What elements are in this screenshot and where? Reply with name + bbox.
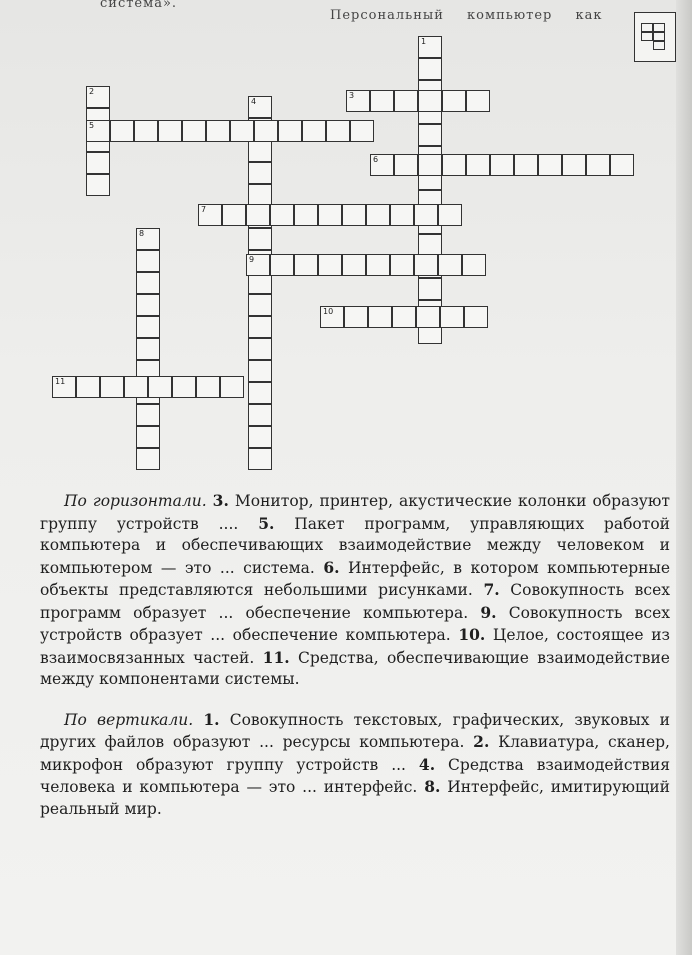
crossword-cell-vertical-4 bbox=[248, 228, 272, 250]
crossword-cell-horizontal-9 bbox=[270, 254, 294, 276]
clue-number-label: 10 bbox=[323, 307, 334, 316]
clue-number: 11. bbox=[262, 647, 290, 667]
clue-number: 1. bbox=[203, 709, 220, 729]
crossword-cell-vertical-1 bbox=[418, 278, 442, 300]
crossword-cell-horizontal-6 bbox=[586, 154, 610, 176]
clues-text bbox=[40, 490, 670, 838]
crossword-cell-horizontal-6 bbox=[490, 154, 514, 176]
crossword-cell-vertical-8 bbox=[136, 316, 160, 338]
crossword-cell-horizontal-5 bbox=[230, 120, 254, 142]
crossword-cell-vertical-4 bbox=[248, 382, 272, 404]
crossword-cell-horizontal-6 bbox=[514, 154, 538, 176]
crossword-cell-horizontal-3 bbox=[394, 90, 418, 112]
crossword-cell-horizontal-9 bbox=[462, 254, 486, 276]
crossword-cell-horizontal-6 bbox=[370, 154, 394, 176]
crossword-cell-horizontal-11 bbox=[124, 376, 148, 398]
crossword-cell-horizontal-6 bbox=[466, 154, 490, 176]
crossword-cell-vertical-4 bbox=[248, 184, 272, 206]
horizontal-heading: По горизонтали. bbox=[64, 492, 207, 510]
clue-number-label: 2 bbox=[89, 87, 95, 96]
clue-number-label: 8 bbox=[139, 229, 145, 238]
crossword-cell-horizontal-5 bbox=[302, 120, 326, 142]
crossword-cell-vertical-1 bbox=[418, 36, 442, 58]
crossword-cell-horizontal-10 bbox=[368, 306, 392, 328]
clue-number-label: 5 bbox=[89, 121, 95, 130]
clue-text: Пакет программ, управляющих работой компьютера и обеспечивающих взаимодействие между человеком и компьютером — это ... система. bbox=[40, 514, 670, 577]
crossword-cell-horizontal-10 bbox=[320, 306, 344, 328]
clue-number: 8. bbox=[424, 777, 441, 796]
crossword-cell-horizontal-9 bbox=[390, 254, 414, 276]
crossword-cell-horizontal-9 bbox=[438, 254, 462, 276]
crossword-cell-horizontal-10 bbox=[440, 306, 464, 328]
clue-number-label: 9 bbox=[249, 255, 255, 264]
crossword-cell-horizontal-9 bbox=[342, 254, 366, 276]
crossword-cell-horizontal-9 bbox=[366, 254, 390, 276]
clues-horizontal bbox=[40, 490, 670, 691]
crossword-cell-horizontal-6 bbox=[442, 154, 466, 176]
crossword-cell-vertical-4 bbox=[248, 360, 272, 382]
crossword-cell-vertical-4 bbox=[248, 294, 272, 316]
crossword-cell-horizontal-7 bbox=[342, 204, 366, 226]
crossword-cell-vertical-4 bbox=[248, 426, 272, 448]
crossword-cell-horizontal-7 bbox=[294, 204, 318, 226]
crossword-cell-horizontal-7 bbox=[246, 204, 270, 226]
crossword-cell-vertical-4 bbox=[248, 140, 272, 162]
clue-text: Совокупность всех устройств образует ... обеспечение компьютера. bbox=[40, 603, 670, 644]
crossword-cell-horizontal-5 bbox=[86, 120, 110, 142]
crossword-cell-horizontal-3 bbox=[466, 90, 490, 112]
crossword-cell-horizontal-6 bbox=[610, 154, 634, 176]
clue-text: Клавиатура, сканер, микрофон образуют группу устройств ... bbox=[40, 733, 670, 774]
clue-number: 9. bbox=[480, 602, 497, 622]
clue-text: Интерфейс, имитирующий реальный мир. bbox=[40, 778, 671, 818]
clue-text: Монитор, принтер, акустические колонки образуют группу устройств .... bbox=[40, 492, 670, 533]
clue-text: Средства, обеспечивающие взаимодействие между компонентами системы. bbox=[40, 648, 670, 688]
crossword-cell-horizontal-5 bbox=[278, 120, 302, 142]
crossword-cell-horizontal-10 bbox=[392, 306, 416, 328]
crossword-cell-vertical-2 bbox=[86, 152, 110, 174]
crossword-cell-vertical-2 bbox=[86, 174, 110, 196]
crossword-cell-vertical-8 bbox=[136, 294, 160, 316]
crossword-cell-horizontal-5 bbox=[206, 120, 230, 142]
crossword-cell-horizontal-7 bbox=[270, 204, 294, 226]
crossword-cell-horizontal-5 bbox=[134, 120, 158, 142]
crossword-cell-vertical-8 bbox=[136, 426, 160, 448]
crossword-cell-horizontal-5 bbox=[158, 120, 182, 142]
crossword-cell-horizontal-7 bbox=[438, 204, 462, 226]
clue-number-label: 11 bbox=[55, 377, 66, 386]
vertical-heading: По вертикали. bbox=[64, 710, 194, 729]
crossword-cell-horizontal-10 bbox=[344, 306, 368, 328]
crossword-cell-vertical-8 bbox=[136, 338, 160, 360]
crossword-cell-horizontal-5 bbox=[110, 120, 134, 142]
crossword-cell-horizontal-10 bbox=[416, 306, 440, 328]
clue-number-label: 7 bbox=[201, 205, 207, 214]
clue-number: 4. bbox=[418, 754, 436, 774]
crossword-cell-vertical-8 bbox=[136, 448, 160, 470]
header-right-fragment: Персональный компьютер как bbox=[330, 8, 603, 23]
crossword-cell-horizontal-3 bbox=[346, 90, 370, 112]
crossword-cell-horizontal-3 bbox=[442, 90, 466, 112]
crossword-cell-horizontal-11 bbox=[220, 376, 244, 398]
crossword-cell-vertical-8 bbox=[136, 272, 160, 294]
crossword-cell-horizontal-7 bbox=[366, 204, 390, 226]
crossword-cell-horizontal-6 bbox=[418, 154, 442, 176]
crossword-cell-horizontal-11 bbox=[52, 376, 76, 398]
clue-number: 6. bbox=[323, 557, 340, 577]
crossword-cell-horizontal-7 bbox=[222, 204, 246, 226]
crossword-cell-vertical-8 bbox=[136, 404, 160, 426]
crossword-cell-vertical-4 bbox=[248, 96, 272, 118]
header-left-fragment: система». bbox=[100, 0, 178, 11]
clue-number: 3. bbox=[212, 491, 229, 510]
crossword-cell-horizontal-5 bbox=[182, 120, 206, 142]
crossword-cell-vertical-4 bbox=[248, 162, 272, 184]
clue-number: 7. bbox=[483, 580, 500, 599]
clue-text: Целое, состоящее из взаимосвязанных частей. bbox=[40, 626, 670, 667]
clue-text: Совокупность текстовых, графических, звуковых и других файлов образуют ... ресурсы компьютера. bbox=[40, 710, 670, 751]
crossword-cell-horizontal-9 bbox=[294, 254, 318, 276]
clue-number-label: 6 bbox=[373, 155, 379, 164]
crossword-cell-horizontal-9 bbox=[246, 254, 270, 276]
clue-number: 2. bbox=[473, 732, 490, 751]
crossword-cell-horizontal-11 bbox=[76, 376, 100, 398]
clue-number-label: 4 bbox=[251, 97, 257, 106]
crossword-cell-horizontal-3 bbox=[418, 90, 442, 112]
crossword-cell-horizontal-7 bbox=[198, 204, 222, 226]
crossword-cell-horizontal-9 bbox=[318, 254, 342, 276]
crossword-cell-vertical-1 bbox=[418, 124, 442, 146]
clue-number: 5. bbox=[258, 513, 275, 533]
crossword-cell-vertical-4 bbox=[248, 338, 272, 360]
crossword-cell-horizontal-10 bbox=[464, 306, 488, 328]
clue-number-label: 3 bbox=[349, 91, 355, 100]
crossword-cell-horizontal-7 bbox=[390, 204, 414, 226]
clue-number: 10. bbox=[458, 625, 486, 644]
crossword-cell-horizontal-9 bbox=[414, 254, 438, 276]
crossword-cell-horizontal-11 bbox=[148, 376, 172, 398]
crossword-cell-horizontal-6 bbox=[538, 154, 562, 176]
clue-text: Совокупность всех программ образует ... обеспечение компьютера. bbox=[40, 581, 670, 622]
crossword-cell-vertical-1 bbox=[418, 234, 442, 256]
crossword-cell-horizontal-6 bbox=[394, 154, 418, 176]
crossword-cell-horizontal-5 bbox=[254, 120, 278, 142]
crossword-cell-horizontal-7 bbox=[414, 204, 438, 226]
crossword-cell-vertical-8 bbox=[136, 250, 160, 272]
clue-number-label: 1 bbox=[421, 37, 427, 46]
crossword-cell-vertical-2 bbox=[86, 86, 110, 108]
crossword-cell-horizontal-3 bbox=[370, 90, 394, 112]
crossword-cell-horizontal-11 bbox=[196, 376, 220, 398]
clue-text: Интерфейс, в котором компьютерные объекты представляются небольшими рисунками. bbox=[40, 558, 671, 599]
clues-vertical bbox=[40, 709, 670, 821]
crossword-cell-horizontal-5 bbox=[350, 120, 374, 142]
crossword-cell-horizontal-11 bbox=[172, 376, 196, 398]
clue-text: Средства взаимодействия человека и компьютера — это ... интерфейс. bbox=[40, 755, 670, 796]
crossword-cell-vertical-1 bbox=[418, 58, 442, 80]
crossword-cell-vertical-8 bbox=[136, 228, 160, 250]
crossword-cell-vertical-4 bbox=[248, 448, 272, 470]
crossword-cell-horizontal-5 bbox=[326, 120, 350, 142]
crossword-cell-vertical-4 bbox=[248, 316, 272, 338]
crossword-cell-vertical-4 bbox=[248, 404, 272, 426]
crossword-cell-horizontal-6 bbox=[562, 154, 586, 176]
crossword-cell-horizontal-11 bbox=[100, 376, 124, 398]
crossword-cell-horizontal-7 bbox=[318, 204, 342, 226]
